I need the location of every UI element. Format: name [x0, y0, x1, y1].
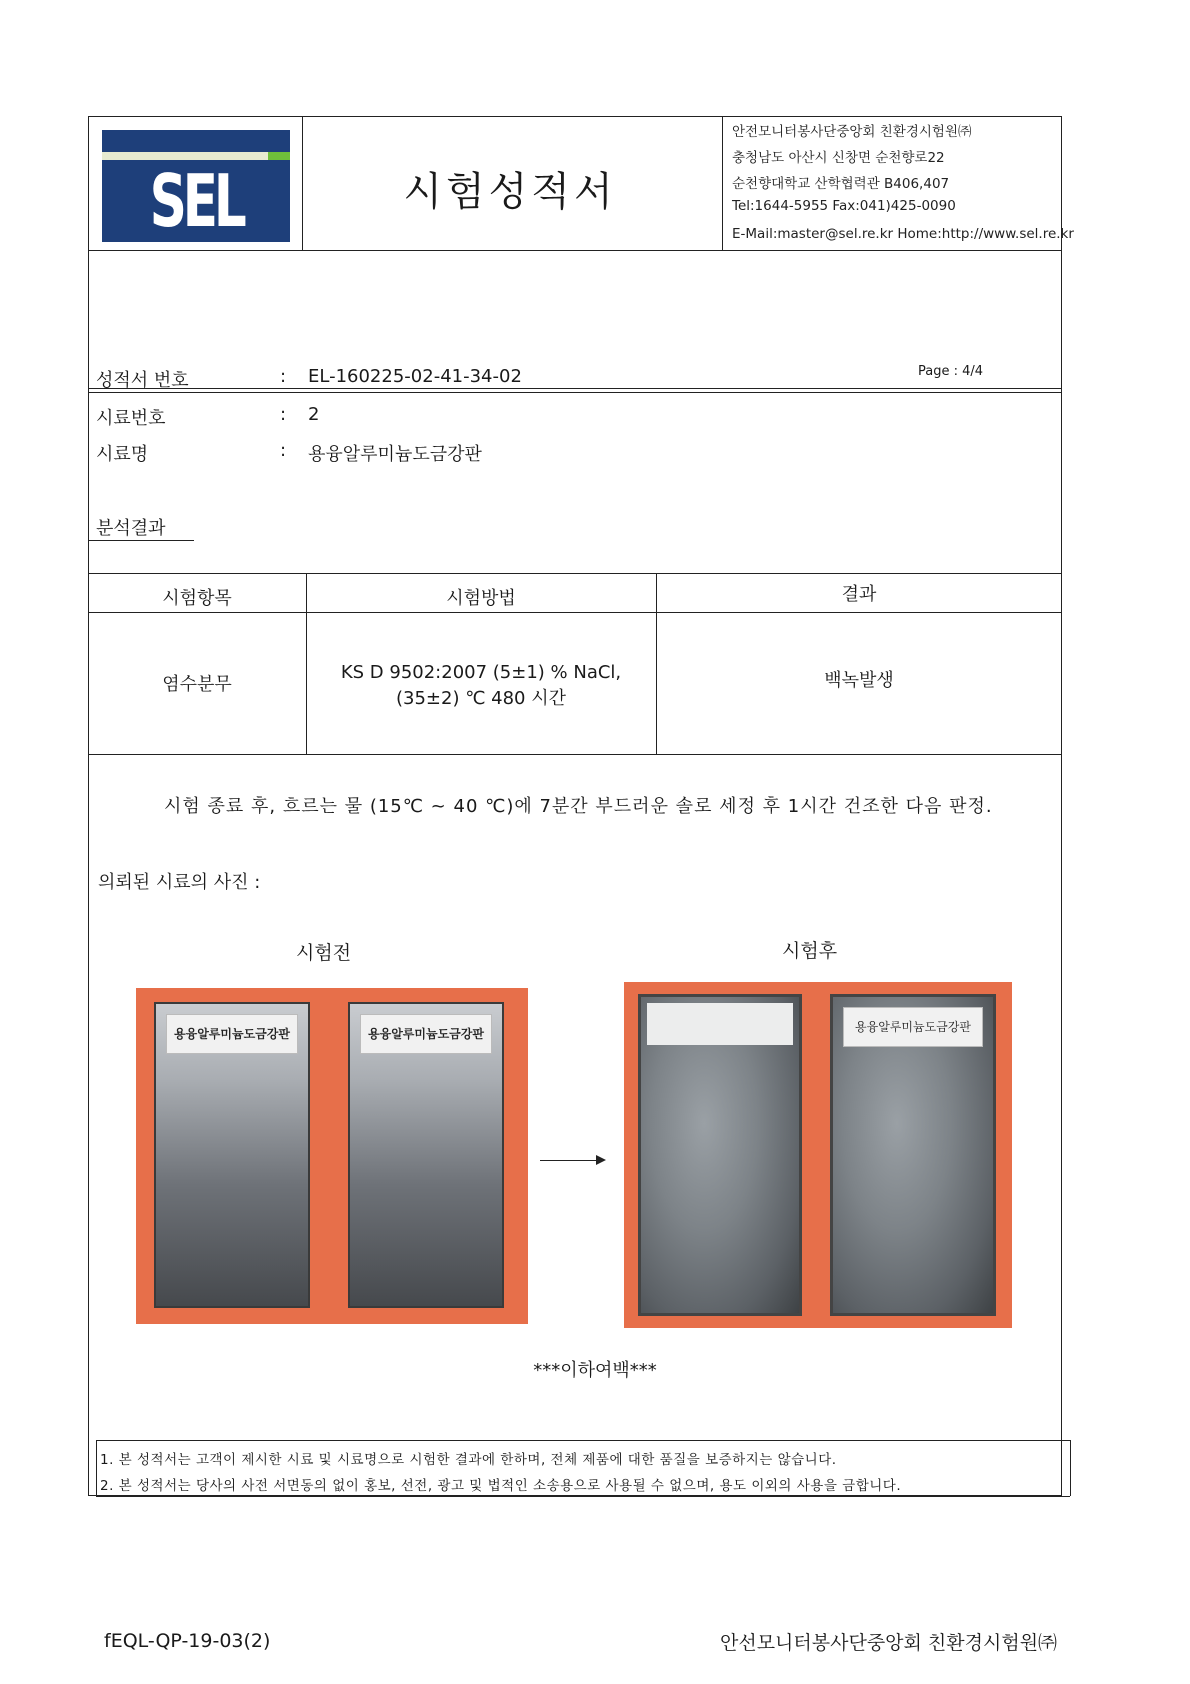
form-code: fEQL-QP-19-03(2): [104, 1630, 271, 1652]
sample-no-value: 2: [308, 404, 320, 425]
header-test-method: 시험방법: [446, 588, 516, 609]
sel-logo: [102, 130, 290, 242]
page-number: Page : 4/4: [918, 364, 984, 379]
org-address-2: 순천향대학교 산학협력관 B406,407: [732, 176, 950, 192]
panel-before-2: [348, 1002, 504, 1308]
table-top-border: [88, 573, 1062, 574]
meta-underline-2: [88, 392, 1062, 393]
header-vdivider-2: [722, 116, 723, 250]
report-no-label: 성적서 번호: [96, 370, 189, 391]
test-note: 시험 종료 후, 흐르는 물 (15℃ ~ 40 ℃)에 7분간 부드러운 솔로 세정 후 1시간 건조한 다음 판정.: [164, 796, 993, 817]
report-no-value: EL-160225-02-41-34-02: [308, 366, 522, 387]
photo-before: [136, 988, 528, 1324]
arrow-line: [540, 1160, 600, 1161]
footer-org: 안선모니터봉사단중앙회 친환경시험원㈜: [720, 1632, 1058, 1654]
cell-test-item: 염수분무: [162, 674, 232, 695]
meta-underline-1: [88, 388, 1062, 389]
org-address-1: 충청남도 아산시 신창면 순천향로22: [732, 150, 945, 166]
photo-after: [624, 982, 1012, 1328]
sample-name-label: 시료명: [96, 444, 149, 465]
disclaimer-1: 1. 본 성적서는 고객이 제시한 시료 및 시료명으로 시험한 결과에 한하며, 전체 제품에 대한 품질을 보증하지는 않습니다.: [100, 1452, 837, 1468]
end-of-report: ***이하여백***: [533, 1360, 657, 1381]
disclaimer-left-border: [96, 1440, 97, 1496]
section-title-underline: [88, 540, 194, 541]
disclaimer-2: 2. 본 성적서는 당사의 사전 서면동의 없이 홍보, 선전, 광고 및 법적인 소송용으로 사용될 수 없으며, 용도 이외의 사용을 금합니다.: [100, 1478, 902, 1494]
panel-before-1: [154, 1002, 310, 1308]
sample-no-label: 시료번호: [96, 408, 166, 429]
logo-stripe-accent: [268, 152, 290, 160]
panel-tag: 용융알루미늄도금강판: [360, 1014, 492, 1054]
header-result: 결과: [841, 584, 877, 605]
disclaimer-top-border: [96, 1440, 1070, 1441]
panel-after-2: [830, 994, 996, 1316]
table-bottom-border: [88, 754, 1062, 755]
logo-text: SEL: [149, 159, 243, 243]
report-no-colon: :: [280, 366, 287, 387]
sample-no-colon: :: [280, 404, 287, 425]
sample-name-colon: :: [280, 440, 287, 461]
disclaimer-right-border: [1070, 1440, 1071, 1496]
cell-method-line1: KS D 9502:2007 (5±1) % NaCl,: [340, 662, 622, 683]
panel-tag: 용융알루미늄도금강판: [843, 1007, 983, 1047]
caption-before: 시험전: [296, 942, 352, 964]
disclaimer-bottom-border: [96, 1496, 1070, 1497]
sample-name-value: 용융알루미늄도금강판: [308, 444, 482, 465]
org-contact: Tel:1644-5955 Fax:041)425-0090: [732, 198, 956, 214]
panel-after-1: [638, 994, 802, 1316]
caption-after: 시험후: [782, 940, 838, 962]
panel-tag: 용융알루미늄도금강판: [166, 1014, 298, 1054]
cell-method-line2: (35±2) ℃ 480 시간: [396, 688, 566, 709]
header-divider: [88, 250, 1062, 251]
panel-blank-tag: [647, 1003, 793, 1045]
cell-result: 백녹발생: [824, 670, 894, 691]
arrow-icon: [596, 1155, 606, 1165]
document-title: 시험성적서: [403, 169, 617, 215]
table-header-bottom: [88, 612, 1062, 613]
org-web: E-Mail:master@sel.re.kr Home:http://www.sel.re.kr: [732, 226, 1074, 242]
org-name: 안전모니터봉사단중앙회 친환경시험원㈜: [732, 124, 972, 140]
photos-label: 의뢰된 시료의 사진 :: [98, 872, 261, 893]
header-test-item: 시험항목: [162, 588, 232, 609]
analysis-section-title: 분석결과: [96, 518, 166, 539]
